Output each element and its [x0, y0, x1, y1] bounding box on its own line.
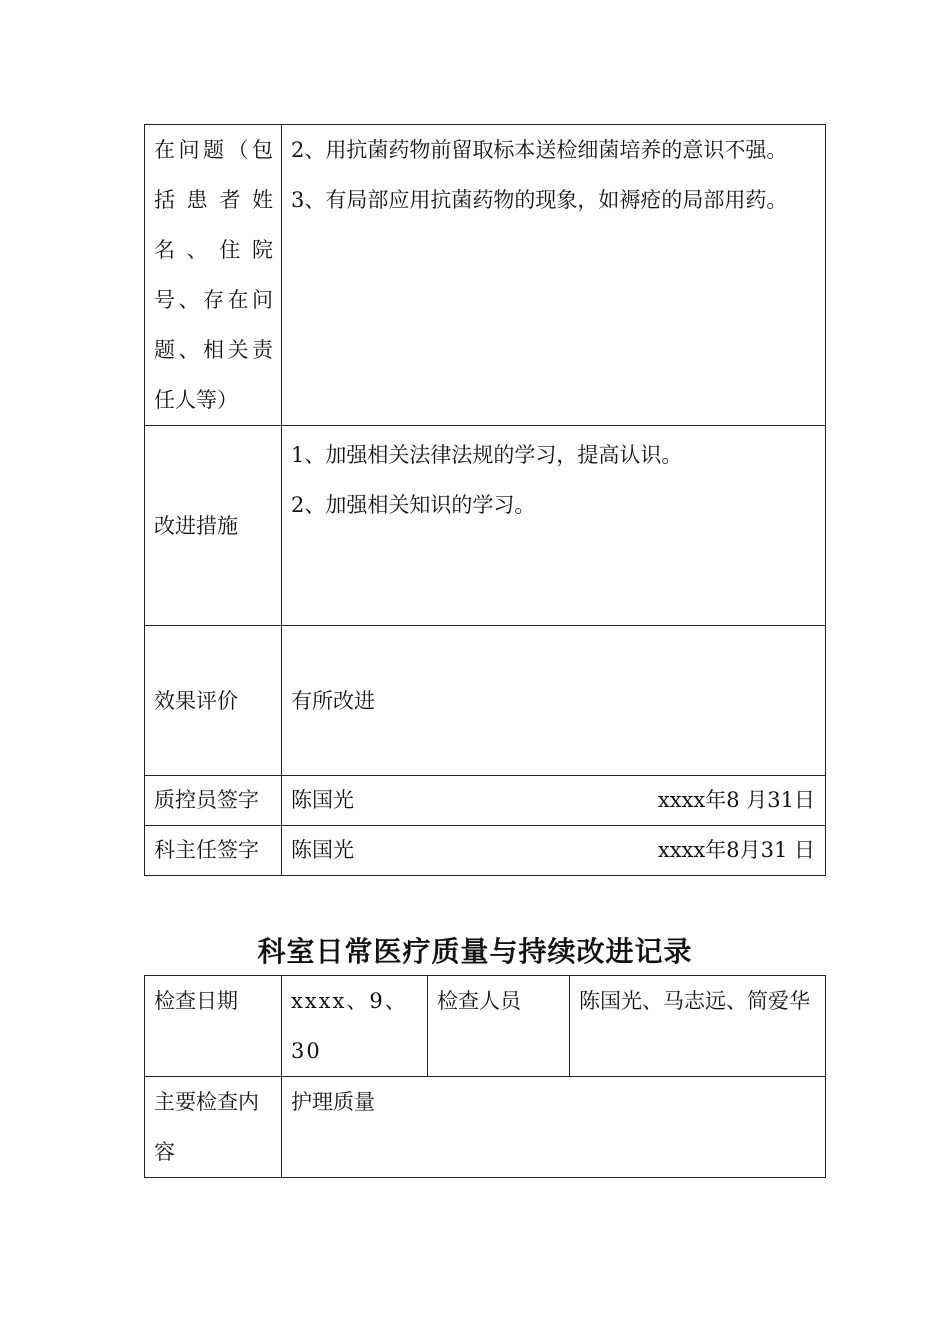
problem-item: 3、有局部应用抗菌药物的现象，如褥疮的局部用药。 — [291, 188, 788, 212]
inspection-info-row — [145, 976, 826, 1077]
improvement-item: 1、加强相关法律法规的学习，提高认识。 — [291, 443, 683, 467]
problem-label-line: 题、相关责 — [154, 338, 273, 362]
inspection-date-label: 检查日期 — [145, 976, 282, 1077]
qc-signature-date: xxxx年8 月31日 — [657, 788, 815, 812]
director-signature-date: xxxx年8月31 日 — [657, 838, 815, 862]
director-signature-cell — [282, 826, 826, 876]
director-signature-name: 陈国光 — [291, 838, 354, 862]
qc-signature-label: 质控员签字 — [145, 776, 282, 826]
improvement-item: 2、加强相关知识的学习。 — [291, 493, 536, 517]
problem-label-line: 名、住院 — [154, 238, 273, 262]
inspection-date-value: xxxx、9、30 — [282, 976, 428, 1077]
qc-signature-row — [145, 776, 826, 826]
document-title: 科室日常医疗质量与持续改进记录 — [257, 935, 693, 968]
improvement-label: 改进措施 — [145, 426, 282, 626]
improvement-content-cell — [282, 426, 826, 626]
evaluation-row — [145, 626, 826, 776]
evaluation-value: 有所改进 — [282, 626, 826, 776]
main-content-value: 护理质量 — [282, 1077, 826, 1178]
problem-label-line: 任人等） — [154, 388, 238, 412]
director-signature-label: 科主任签字 — [145, 826, 282, 876]
qc-signature-name: 陈国光 — [291, 788, 354, 812]
qc-signature-cell — [282, 776, 826, 826]
director-signature-row — [145, 826, 826, 876]
problem-row — [145, 125, 826, 426]
problem-label-line: 括患者姓 — [154, 188, 273, 212]
problem-label-line: 在问题（包 — [154, 138, 273, 162]
inspector-label: 检查人员 — [428, 976, 570, 1077]
main-content-row — [145, 1077, 826, 1178]
daily-quality-record-table — [144, 975, 826, 1178]
main-content-label: 主要检查内容 — [145, 1077, 282, 1178]
improvement-row — [145, 426, 826, 626]
quality-record-table-continued — [144, 124, 826, 876]
problem-label-line: 号、存在问 — [154, 288, 273, 312]
problem-item: 2、用抗菌药物前留取标本送检细菌培养的意识不强。 — [291, 138, 788, 162]
problem-content-cell — [282, 125, 826, 426]
problem-label-cell — [145, 125, 282, 426]
inspector-value: 陈国光、马志远、简爱华 — [570, 976, 826, 1077]
evaluation-label: 效果评价 — [145, 626, 282, 776]
